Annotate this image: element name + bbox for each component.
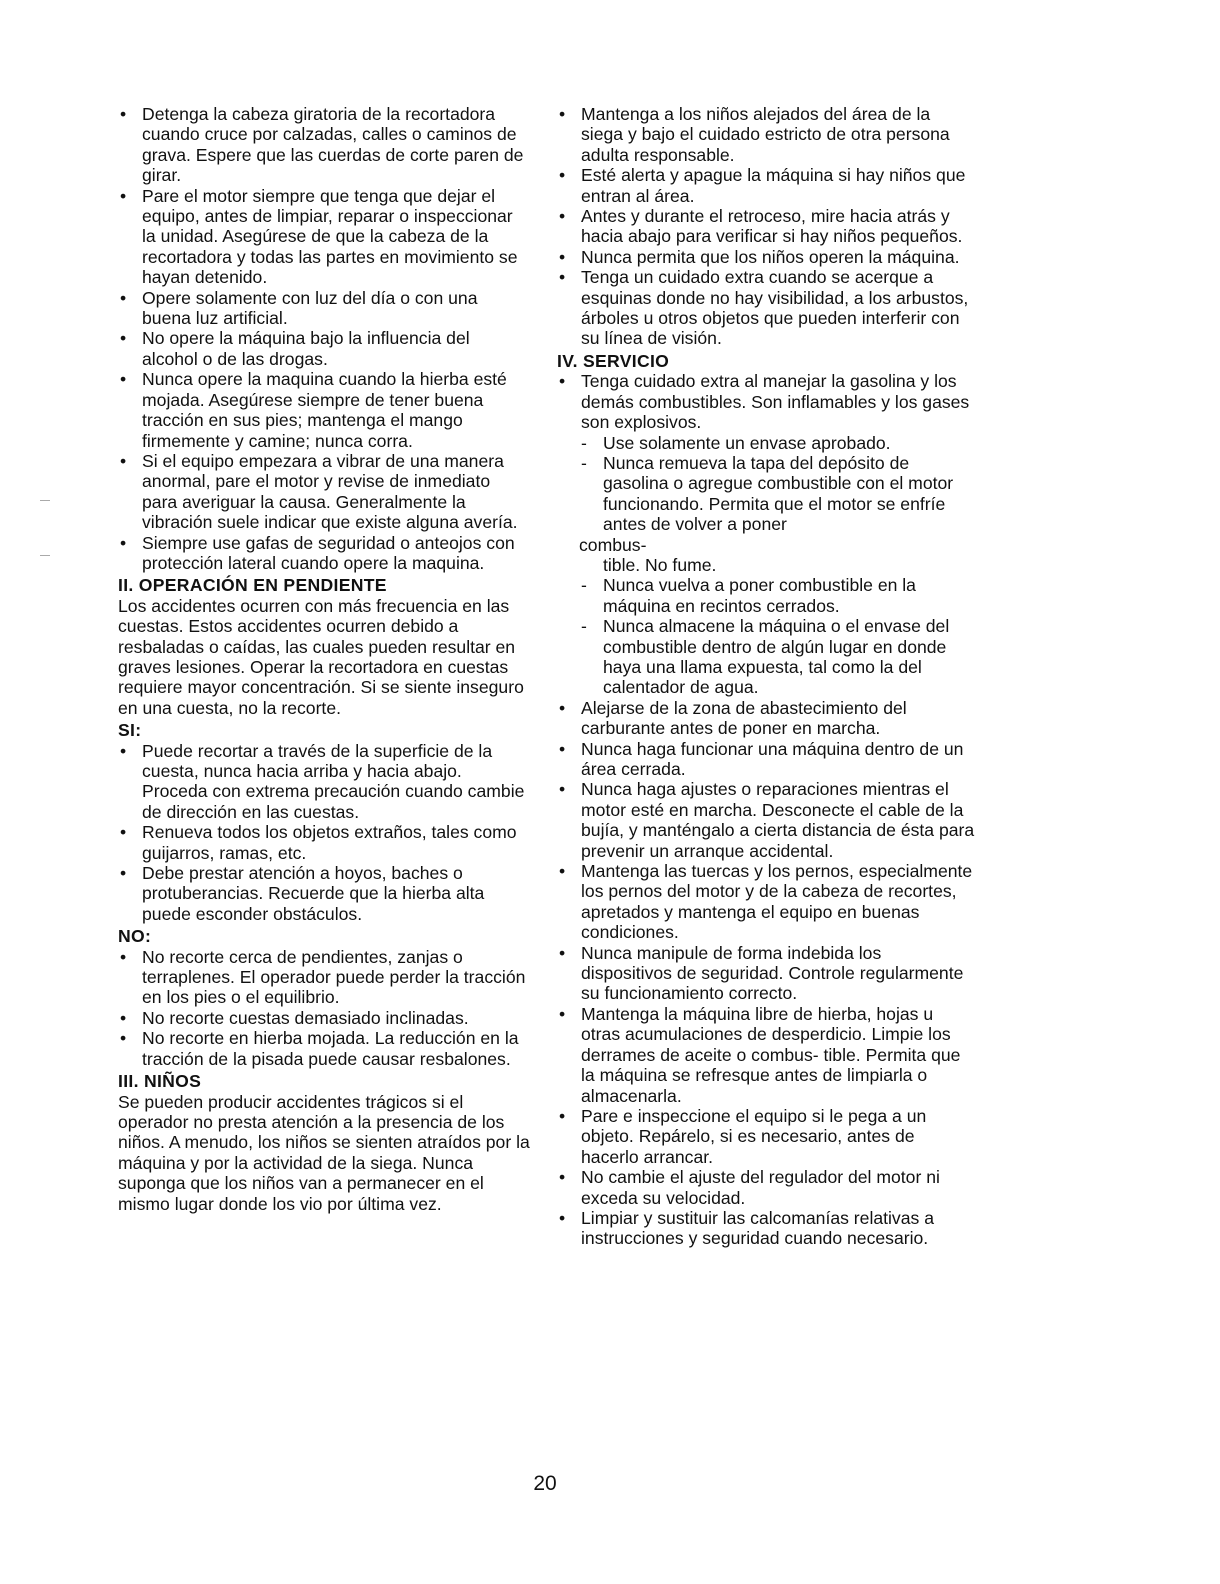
- dont-heading: NO:: [118, 926, 152, 947]
- section-heading-slopes: II. OPERACIÓN EN PENDIENTE: [118, 575, 387, 596]
- fuel-dash-list: [557, 433, 977, 535]
- do-heading: SI:: [118, 720, 142, 741]
- scan-margin-mark: [40, 555, 50, 556]
- list-item: • Tenga cuidado extra al manejar la gasolina y los demás combustibles. Son inflamables y los gases son explosivos.: [557, 371, 977, 432]
- left-column: [118, 104, 530, 1214]
- service-bullet-list: [557, 698, 977, 1249]
- list-item: • Opere solamente con luz del día o con una buena luz artificial.: [118, 288, 530, 329]
- list-item: • No recorte cerca de pendientes, zanjas o terraplenes. El operador puede perder la tracción en los pies o el equilibrio.: [118, 947, 530, 1008]
- children-bullet-list: [557, 104, 977, 349]
- section-heading-service: IV. SERVICIO: [557, 350, 670, 371]
- list-item: • No opere la máquina bajo la influencia del alcohol o de las drogas.: [118, 328, 530, 369]
- dash-item: - Nunca remueva la tapa del depósito de gasolina o agregue combustible con el motor funcionando. Permita que el motor se enfríe antes de volver a poner: [557, 453, 977, 535]
- list-item: • Tenga un cuidado extra cuando se acerque a esquinas donde no hay visibilidad, a los arbustos, árboles u otros objetos que pueden interferir con su línea de visión.: [557, 267, 977, 349]
- list-item: • Pare el motor siempre que tenga que dejar el equipo, antes de limpiar, reparar o inspeccionar la unidad. Asegúrese de que la cabeza de la recortadora y todas las partes en movimiento se hayan detenido.: [118, 186, 530, 288]
- list-item: • Nunca manipule de forma indebida los dispositivos de seguridad. Controle regularmente su funcionamiento correcto.: [557, 943, 977, 1004]
- section-heading-children: III. NIÑOS: [118, 1071, 202, 1092]
- list-item: • Detenga la cabeza giratoria de la recortadora cuando cruce por calzadas, calles o caminos de grava. Espere que las cuerdas de corte paren de girar.: [118, 104, 530, 186]
- page-number: 20: [533, 1472, 557, 1495]
- list-item: • No recorte en hierba mojada. La reducción en la tracción de la pisada puede causar resbalones.: [118, 1028, 530, 1069]
- list-item: • Si el equipo empezara a vibrar de una manera anormal, pare el motor y revise de inmediato para averiguar la causa. Generalmente la vibración suele indicar que existe alguna avería.: [118, 451, 530, 533]
- list-item: • Alejarse de la zona de abastecimiento del carburante antes de poner en marcha.: [557, 698, 977, 739]
- dash-item: - Nunca vuelva a poner combustible en la máquina en recintos cerrados.: [557, 575, 977, 616]
- list-item: • Puede recortar a través de la superficie de la cuesta, nunca hacia arriba y hacia abajo. Proceda con extrema precaución cuando cambie de dirección en las cuestas.: [118, 741, 530, 823]
- list-item: • Esté alerta y apague la máquina si hay niños que entran al área.: [557, 165, 977, 206]
- list-item: • No recorte cuestas demasiado inclinadas.: [118, 1008, 530, 1028]
- dash-item: - Use solamente un envase aprobado.: [557, 433, 977, 453]
- scan-margin-mark: [40, 500, 50, 501]
- list-item: • Nunca haga funcionar una máquina dentro de un área cerrada.: [557, 739, 977, 780]
- list-item: • Nunca permita que los niños operen la máquina.: [557, 247, 977, 267]
- do-bullet-list: [118, 741, 530, 925]
- dont-bullet-list: [118, 947, 530, 1069]
- safety-bullet-list: [118, 104, 530, 573]
- continuation-line: tible. No fume.: [603, 554, 717, 575]
- right-column: [557, 104, 977, 1249]
- section-paragraph: Los accidentes ocurren con más frecuencia en las cuestas. Estos accidentes ocurren debido a resbaladas o caídas, las cuales pueden resultar en graves lesiones. Operar la recortadora en cuestas requiere mayor concentración. Si se siente inseguro en una cuesta, no la recorte.: [118, 595, 524, 718]
- list-item: • Mantenga a los niños alejados del área de la siega y bajo el cuidado estricto de otra persona adulta responsable.: [557, 104, 977, 165]
- list-item: • Mantenga la máquina libre de hierba, hojas u otras acumulaciones de desperdicio. Limpie los derrames de aceite o combus- tible. Permita que la máquina se refresque antes de limpiarla o almacenarla.: [557, 1004, 977, 1106]
- list-item: • Debe prestar atención a hoyos, baches o protuberancias. Recuerde que la hierba alta puede esconder obstáculos.: [118, 863, 530, 924]
- section-paragraph: Se pueden producir accidentes trágicos si el operador no presta atención a la presencia de los niños. A menudo, los niños se sienten atraídos por la máquina y por la actividad de la siega. Nunca suponga que los niños van a permanecer en el mismo lugar donde los vio por última vez.: [118, 1091, 530, 1214]
- list-item: • Renueva todos los objetos extraños, tales como guijarros, ramas, etc.: [118, 822, 530, 863]
- hyphenated-word: combus-: [579, 534, 647, 555]
- list-item: • Limpiar y sustituir las calcomanías relativas a instrucciones y seguridad cuando necesario.: [557, 1208, 977, 1249]
- dash-item: - Nunca almacene la máquina o el envase del combustible dentro de algún lugar en donde haya una llama expuesta, tal como la del calentador de agua.: [557, 616, 977, 698]
- list-item: • Nunca haga ajustes o reparaciones mientras el motor esté en marcha. Desconecte el cable de la bujía, y manténgalo a cierta distancia de ésta para prevenir un arranque accidental.: [557, 779, 977, 861]
- list-item: • Siempre use gafas de seguridad o anteojos con protección lateral cuando opere la maquina.: [118, 533, 530, 574]
- list-item: • No cambie el ajuste del regulador del motor ni exceda su velocidad.: [557, 1167, 977, 1208]
- list-item: • Mantenga las tuercas y los pernos, especialmente los pernos del motor y de la cabeza de recortes, apretados y mantenga el equipo en buenas condiciones.: [557, 861, 977, 943]
- fuel-dash-list: [557, 575, 977, 697]
- fuel-bullet-list: [557, 371, 977, 432]
- list-item: • Pare e inspeccione el equipo si le pega a un objeto. Repárelo, si es necesario, antes de hacerlo arrancar.: [557, 1106, 977, 1167]
- list-item: • Antes y durante el retroceso, mire hacia atrás y hacia abajo para verificar si hay niños pequeños.: [557, 206, 977, 247]
- list-item: • Nunca opere la maquina cuando la hierba esté mojada. Asegúrese siempre de tener buena tracción en sus pies; mantenga el mango firmemente y camine; nunca corra.: [118, 369, 530, 451]
